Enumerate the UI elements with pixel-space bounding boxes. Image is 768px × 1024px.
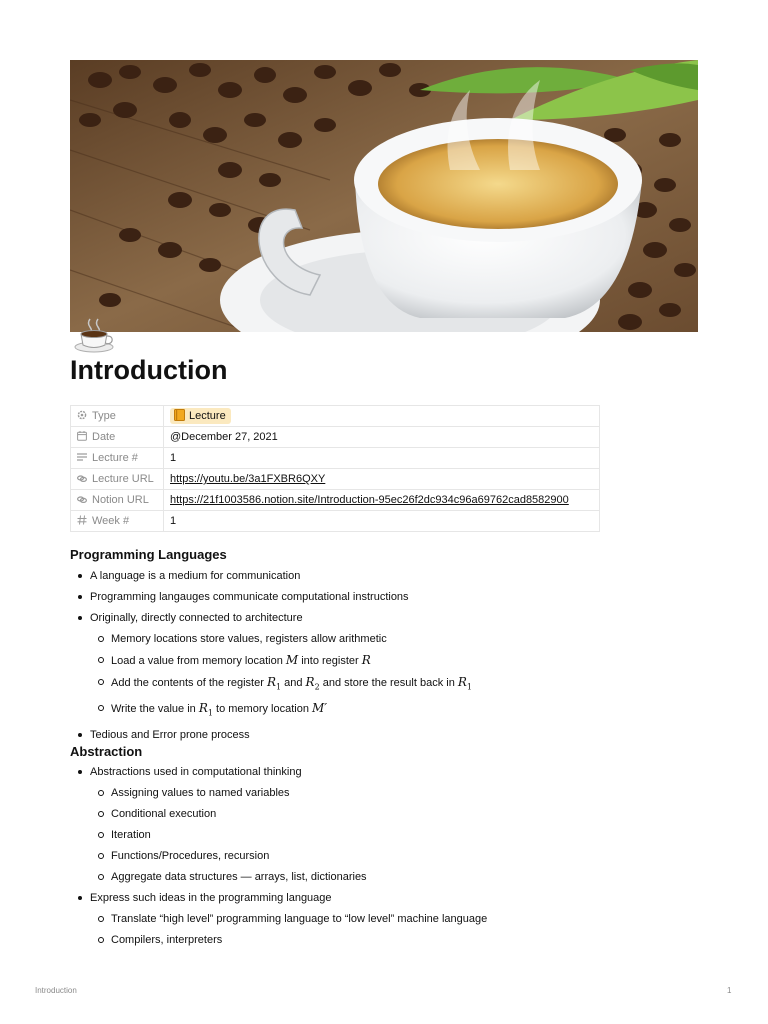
hash-icon [77, 515, 87, 525]
property-key [71, 406, 164, 427]
property-value[interactable]: @December 27, 2021 [164, 427, 600, 448]
section-heading-abstraction: Abstraction [70, 744, 143, 759]
math-symbol: R [305, 675, 315, 689]
tag-label: Lecture [189, 410, 226, 422]
property-row-lecture-number [71, 448, 600, 469]
list-item [70, 765, 690, 884]
text-run: and store the result back in [319, 677, 458, 689]
type-tag[interactable] [170, 408, 231, 424]
math-var [305, 675, 320, 692]
section-heading-programming-languages: Programming Languages [70, 547, 227, 562]
property-key [71, 448, 164, 469]
sub-list-item [90, 653, 690, 668]
list-item-text: Express such ideas in the programming language [90, 892, 332, 904]
math-subscript: 1 [207, 708, 213, 718]
abstraction-list [70, 765, 690, 954]
property-row-lecture-url [71, 469, 600, 490]
list-item: Programming langauges communicate computational instructions [70, 590, 690, 604]
property-label: Date [92, 431, 116, 443]
sub-list [90, 912, 690, 947]
property-label: Lecture # [92, 452, 138, 464]
math-subscript: 1 [466, 682, 473, 692]
sub-list-item: Iteration [90, 828, 690, 842]
link-icon [77, 494, 87, 504]
math-var: M′ [312, 701, 328, 716]
text-run: into register [298, 655, 362, 667]
notebook-icon [174, 409, 185, 421]
math-symbol: R [198, 701, 208, 716]
property-label: Type [92, 410, 116, 422]
notion-url-link[interactable]: https://21f1003586.notion.site/Introduction-95ec26f2dc934c96a69762cad8582900 [170, 494, 569, 506]
list-item: Tedious and Error prone process [70, 728, 690, 742]
page-title: Introduction [70, 355, 228, 385]
gear-icon [77, 410, 87, 420]
programming-languages-list [70, 569, 690, 749]
text-run: Load a value from memory location [111, 655, 286, 667]
math-var [198, 701, 213, 718]
property-value [164, 469, 600, 490]
sub-list [90, 786, 690, 884]
sub-list-item: Functions/Procedures, recursion [90, 849, 690, 863]
sub-list-item: Memory locations store values, registers allow arithmetic [90, 632, 690, 646]
footer-page-title: Introduction [35, 986, 77, 995]
sub-list-item: Conditional execution [90, 807, 690, 821]
property-key [71, 511, 164, 532]
math-var: M [285, 653, 299, 667]
text-run: to memory location [212, 703, 313, 716]
sub-list-item: Compilers, interpreters [90, 933, 690, 947]
property-label: Week # [92, 515, 130, 527]
property-row-type [71, 406, 600, 427]
properties-table [70, 405, 600, 532]
link-icon [77, 473, 87, 483]
math-var [266, 675, 282, 692]
sub-list-item [90, 675, 690, 694]
math-subscript: 2 [314, 682, 320, 692]
property-row-notion-url [71, 490, 600, 511]
list-item [70, 611, 690, 721]
property-value[interactable]: 1 [164, 511, 600, 532]
text-lines-icon [77, 452, 87, 462]
sub-list-item: Assigning values to named variables [90, 786, 690, 800]
math-subscript: 1 [275, 682, 282, 692]
property-value [164, 490, 600, 511]
list-item-text: Abstractions used in computational thinking [90, 766, 302, 778]
text-run: and [281, 677, 306, 689]
sub-list [90, 632, 690, 721]
list-item: A language is a medium for communication [70, 569, 690, 583]
property-row-date [71, 427, 600, 448]
coffee-cup-icon [72, 316, 118, 354]
property-row-week-number [71, 511, 600, 532]
property-label: Notion URL [92, 494, 149, 506]
cover-image [70, 60, 698, 332]
list-item-text: Originally, directly connected to architecture [90, 612, 303, 624]
math-var [457, 675, 473, 692]
text-run: Write the value in [111, 703, 199, 716]
footer-page-number: 1 [727, 986, 732, 995]
property-label: Lecture URL [92, 473, 154, 485]
calendar-icon [77, 431, 87, 441]
property-key [71, 469, 164, 490]
math-symbol: R [457, 675, 467, 689]
sub-list-item: Translate “high level” programming language to “low level” machine language [90, 912, 690, 926]
sub-list-item [90, 701, 690, 720]
text-run: Add the contents of the register [111, 677, 267, 689]
math-var: R [361, 653, 371, 667]
sub-list-item: Aggregate data structures — arrays, list, dictionaries [90, 870, 690, 884]
math-symbol: R [266, 675, 276, 689]
list-item [70, 891, 690, 947]
lecture-url-link[interactable]: https://youtu.be/3a1FXBR6QXY [170, 473, 326, 485]
property-value[interactable]: 1 [164, 448, 600, 469]
property-key [71, 427, 164, 448]
property-value[interactable] [164, 406, 600, 427]
property-key [71, 490, 164, 511]
